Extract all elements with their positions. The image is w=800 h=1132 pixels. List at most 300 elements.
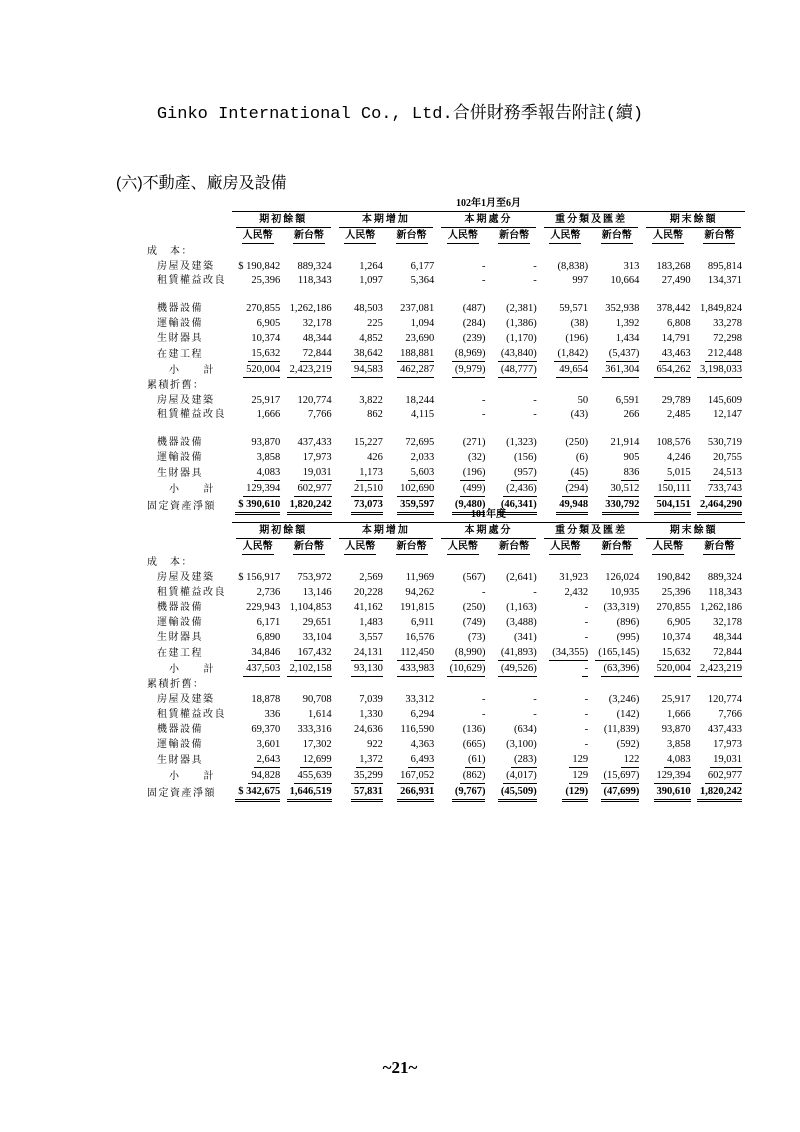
table-cell xyxy=(437,630,488,645)
cell-value: 57,831 xyxy=(351,784,383,802)
table-cell xyxy=(283,600,334,615)
table-cell xyxy=(694,692,745,707)
row-label: 機器設備 xyxy=(157,437,203,448)
table-row xyxy=(147,615,745,630)
table-cell xyxy=(283,661,334,677)
table-cell xyxy=(694,645,745,661)
table-cell xyxy=(642,408,693,435)
cell-value: (32) xyxy=(467,452,486,463)
table-cell xyxy=(283,570,334,585)
cell-value: - xyxy=(533,694,537,705)
cell-value: 38,642 xyxy=(351,346,383,362)
cell-value: 6,177 xyxy=(410,261,435,272)
cell-value: (3,100) xyxy=(506,739,537,750)
group-header xyxy=(642,212,745,229)
table-cell xyxy=(283,362,334,378)
table-cell xyxy=(488,346,539,362)
ppe-table-2012 xyxy=(147,507,745,802)
cell-value: 997 xyxy=(572,275,589,286)
table-cell xyxy=(591,408,642,435)
table-row xyxy=(147,378,745,393)
cell-value: 4,852 xyxy=(359,333,383,344)
group-header xyxy=(540,212,643,229)
table-cell xyxy=(232,768,283,784)
table-cell xyxy=(642,645,693,661)
currency-header xyxy=(335,539,386,555)
table-cell xyxy=(335,661,386,677)
cell-value: - xyxy=(481,409,486,420)
table-cell xyxy=(642,331,693,346)
table-cell xyxy=(540,784,591,802)
cell-value: 33,278 xyxy=(713,318,742,329)
table-cell xyxy=(437,481,488,497)
table-cell xyxy=(591,585,642,600)
page-title: Ginko International Co., Ltd.合併財務季報告附註(續) xyxy=(156,105,644,124)
table-cell xyxy=(232,707,283,722)
table-cell xyxy=(540,737,591,752)
cell-value: (9,979) xyxy=(452,362,486,378)
cell-value: 5,603 xyxy=(408,465,435,481)
table-cell xyxy=(540,274,591,301)
table-row xyxy=(147,722,745,737)
cell-value: 69,370 xyxy=(251,724,281,735)
cell-value: (995) xyxy=(616,632,640,643)
table-cell xyxy=(232,450,283,465)
cell-value: 359,597 xyxy=(397,497,434,515)
cell-value: 2,432 xyxy=(564,587,589,598)
table-row xyxy=(147,362,745,378)
cell-value: 3,557 xyxy=(359,632,383,643)
cell-value: - xyxy=(481,275,486,286)
cell-value: (3,246) xyxy=(608,694,640,705)
cell-value: 15,632 xyxy=(659,645,691,661)
currency-header xyxy=(591,228,642,244)
cell-value: (47,699) xyxy=(601,784,640,802)
cell-value: 108,576 xyxy=(656,437,691,448)
table-cell xyxy=(335,692,386,707)
table-cell xyxy=(642,600,693,615)
cell-value: (38) xyxy=(570,318,589,329)
table-cell xyxy=(437,707,488,722)
table-cell xyxy=(540,570,591,585)
table-cell xyxy=(232,362,283,378)
cell-value: 1,262,186 xyxy=(289,303,332,314)
row-label: 機器設備 xyxy=(157,303,203,314)
table-cell xyxy=(694,570,745,585)
table-cell xyxy=(232,316,283,331)
table-row xyxy=(147,752,745,768)
cell-value: 25,917 xyxy=(251,395,281,406)
cell-value: 12,699 xyxy=(300,752,332,768)
table-cell xyxy=(335,630,386,645)
table-cell xyxy=(488,316,539,331)
table-cell xyxy=(540,707,591,722)
cell-value: 3,858 xyxy=(667,739,691,750)
table-row xyxy=(147,661,745,677)
cell-value: (41,893) xyxy=(498,645,537,661)
cell-value: 426 xyxy=(367,452,383,463)
table-cell xyxy=(694,784,745,802)
cell-value: 17,302 xyxy=(302,739,332,750)
cell-value: 72,695 xyxy=(405,437,435,448)
table-cell xyxy=(437,645,488,661)
cell-value: 1,372 xyxy=(356,752,383,768)
cell-value: 191,815 xyxy=(400,602,435,613)
cell-value: 17,973 xyxy=(713,739,742,750)
cell-value: 462,287 xyxy=(397,362,434,378)
group-header xyxy=(335,212,438,229)
cell-value: 12,147 xyxy=(713,409,742,420)
currency-header xyxy=(694,539,745,555)
table-cell xyxy=(694,465,745,481)
cell-value: 1,614 xyxy=(307,709,332,720)
table-cell xyxy=(488,722,539,737)
table-cell xyxy=(335,784,386,802)
currency-header-row xyxy=(147,539,745,555)
table-cell xyxy=(386,722,437,737)
table-cell xyxy=(386,737,437,752)
currency-header xyxy=(335,228,386,244)
table-cell xyxy=(283,645,334,661)
table-cell xyxy=(386,316,437,331)
table-cell xyxy=(642,274,693,301)
table-cell xyxy=(591,737,642,752)
cell-value: 520,004 xyxy=(654,661,691,677)
table-cell xyxy=(386,301,437,316)
table-cell xyxy=(488,331,539,346)
cell-value: 1,666 xyxy=(667,709,691,720)
table-cell xyxy=(335,570,386,585)
cell-value: (1,170) xyxy=(506,333,537,344)
table-cell xyxy=(591,274,642,301)
cell-value: (4,017) xyxy=(503,768,537,784)
cell-value: 6,911 xyxy=(410,617,435,628)
currency-header xyxy=(540,539,591,555)
cell-value: 5,364 xyxy=(410,275,435,286)
blank-cell xyxy=(147,539,232,555)
table-cell xyxy=(283,768,334,784)
group-header xyxy=(540,523,643,540)
row-label: 房屋及建築 xyxy=(157,572,215,583)
table-cell xyxy=(386,692,437,707)
table-cell xyxy=(488,481,539,497)
blank-cell xyxy=(147,507,232,523)
table-cell xyxy=(642,450,693,465)
cell-value: $ 342,675 xyxy=(235,784,280,802)
cell-value: 10,664 xyxy=(610,275,640,286)
row-label: 生財器具 xyxy=(157,754,203,766)
row-label: 租賃權益改良 xyxy=(157,409,226,420)
table-cell xyxy=(232,393,283,408)
table-cell xyxy=(591,752,642,768)
table-cell xyxy=(540,722,591,737)
cell-value: 313 xyxy=(623,261,640,272)
cell-value: 4,083 xyxy=(254,465,281,481)
table-cell xyxy=(642,481,693,497)
table-cell xyxy=(540,362,591,378)
table-cell xyxy=(232,661,283,677)
cell-value: (63,396) xyxy=(601,661,640,677)
table-cell xyxy=(694,408,745,435)
cell-value: 118,343 xyxy=(297,275,332,286)
blank-cell xyxy=(147,523,232,540)
table-cell xyxy=(335,645,386,661)
table-cell xyxy=(232,465,283,481)
cell-value: - xyxy=(584,602,589,613)
table-cell xyxy=(540,768,591,784)
cell-value: 6,171 xyxy=(256,617,281,628)
cell-value: 72,844 xyxy=(300,346,332,362)
table-cell xyxy=(642,707,693,722)
table-cell xyxy=(437,435,488,450)
cell-value: 94,262 xyxy=(405,587,435,598)
currency-label: 新台幣 xyxy=(396,228,428,244)
cell-value: 237,081 xyxy=(400,303,435,314)
row-label: 累積折舊： xyxy=(147,679,205,690)
table-cell xyxy=(694,752,745,768)
cell-value: 188,881 xyxy=(397,346,434,362)
table-cell xyxy=(540,615,591,630)
table-row xyxy=(147,737,745,752)
cell-value: 437,433 xyxy=(707,724,742,735)
cell-value: 7,039 xyxy=(359,694,383,705)
cell-value: 120,774 xyxy=(297,395,332,406)
table-cell xyxy=(232,481,283,497)
cell-value: 35,299 xyxy=(351,768,383,784)
table-cell xyxy=(437,661,488,677)
row-label: 機器設備 xyxy=(157,724,203,735)
table-row xyxy=(147,585,745,600)
cell-value: 836 xyxy=(621,465,640,481)
cell-value: (6) xyxy=(575,452,589,463)
table-cell xyxy=(540,259,591,274)
table-cell xyxy=(642,615,693,630)
table-cell xyxy=(386,707,437,722)
cell-value: 24,636 xyxy=(354,724,383,735)
table-cell xyxy=(591,465,642,481)
currency-label: 人民幣 xyxy=(549,228,581,244)
cell-value: 72,298 xyxy=(713,333,742,344)
cell-value: 4,115 xyxy=(410,409,435,420)
row-label: 房屋及建築 xyxy=(157,395,215,406)
currency-label: 新台幣 xyxy=(396,539,428,555)
cell-value: 15,632 xyxy=(248,346,280,362)
cell-value: (142) xyxy=(616,709,640,720)
table-cell xyxy=(283,450,334,465)
table-cell xyxy=(335,274,386,301)
cell-value: 229,943 xyxy=(246,602,281,613)
table-row xyxy=(147,331,745,346)
cell-value: - xyxy=(582,661,589,677)
cell-value: - xyxy=(533,261,537,272)
currency-label: 新台幣 xyxy=(293,539,325,555)
currency-label: 人民幣 xyxy=(549,539,581,555)
cell-value: 336 xyxy=(264,709,281,720)
table-cell xyxy=(591,707,642,722)
group-header-label: 期末餘額 xyxy=(646,523,741,539)
currency-label: 新台幣 xyxy=(498,228,530,244)
cell-value: - xyxy=(533,395,537,406)
table-cell xyxy=(232,435,283,450)
cell-value: 330,792 xyxy=(602,497,639,515)
cell-value: - xyxy=(481,261,486,272)
period-header: 102年1月至6月 xyxy=(232,196,745,212)
cell-value: 24,131 xyxy=(351,645,383,661)
cell-value: 1,330 xyxy=(359,709,383,720)
cell-value: 126,024 xyxy=(605,572,640,583)
cell-value: (43,840) xyxy=(498,346,537,362)
cell-value: (567) xyxy=(462,572,486,583)
table-cell xyxy=(694,722,745,737)
table-cell xyxy=(540,408,591,435)
cell-value: 2,423,219 xyxy=(287,362,332,378)
cell-value: 11,969 xyxy=(405,572,435,583)
currency-header xyxy=(283,539,334,555)
cell-value: 6,905 xyxy=(256,318,281,329)
table-cell xyxy=(283,784,334,802)
table-cell xyxy=(694,393,745,408)
cell-value: (8,969) xyxy=(452,346,486,362)
table-cell xyxy=(335,331,386,346)
table-cell xyxy=(232,408,283,435)
table-cell xyxy=(540,692,591,707)
row-label: 成 本： xyxy=(147,246,193,257)
row-label: 小 計 xyxy=(169,663,215,675)
currency-header xyxy=(694,228,745,244)
cell-value: (284) xyxy=(462,318,486,329)
cell-value: 433,983 xyxy=(397,661,434,677)
table-cell xyxy=(386,585,437,600)
cell-value: 41,162 xyxy=(354,602,383,613)
table-cell xyxy=(335,722,386,737)
table-cell xyxy=(642,465,693,481)
table-cell xyxy=(488,615,539,630)
table-cell xyxy=(283,259,334,274)
row-label: 在建工程 xyxy=(157,348,203,360)
cell-value: 33,312 xyxy=(405,694,435,705)
row-label: 房屋及建築 xyxy=(157,694,215,705)
cell-value: (1,323) xyxy=(506,437,537,448)
cell-value: - xyxy=(584,709,589,720)
cell-value: 167,052 xyxy=(397,768,434,784)
currency-label: 人民幣 xyxy=(242,228,274,244)
row-label: 運輸設備 xyxy=(157,452,203,463)
cell-value: - xyxy=(481,694,486,705)
group-header xyxy=(335,523,438,540)
cell-value: 134,371 xyxy=(707,275,742,286)
cell-value: 19,031 xyxy=(300,465,332,481)
row-label: 生財器具 xyxy=(157,467,203,479)
cell-value: 2,464,290 xyxy=(697,497,742,515)
table-cell xyxy=(694,346,745,362)
cell-value: 25,396 xyxy=(661,587,691,598)
cell-value: (957) xyxy=(511,465,537,481)
table-cell xyxy=(283,585,334,600)
cell-value: 30,512 xyxy=(608,481,640,497)
table-cell xyxy=(591,630,642,645)
cell-value: 122 xyxy=(621,752,640,768)
row-label: 運輸設備 xyxy=(157,617,203,628)
cell-value: 31,923 xyxy=(559,572,589,583)
table-cell xyxy=(437,784,488,802)
table-cell xyxy=(642,316,693,331)
table-cell xyxy=(437,301,488,316)
table-cell xyxy=(283,408,334,435)
cell-value: (8,838) xyxy=(557,261,589,272)
cell-value: 129 xyxy=(569,768,588,784)
blank-cell xyxy=(232,378,745,393)
row-label: 小 計 xyxy=(169,364,215,376)
table-cell xyxy=(437,752,488,768)
table-cell xyxy=(335,393,386,408)
section-title: (六)不動產、廠房及設備 xyxy=(116,175,287,192)
cell-value: 73,073 xyxy=(351,497,383,515)
table-cell xyxy=(283,274,334,301)
cell-value: 361,304 xyxy=(602,362,639,378)
table-cell xyxy=(540,331,591,346)
cell-value: 48,503 xyxy=(354,303,383,314)
cell-value: 18,878 xyxy=(251,694,281,705)
cell-value: 1,666 xyxy=(256,409,281,420)
table-cell xyxy=(488,768,539,784)
table-cell xyxy=(437,274,488,301)
cell-value: 94,583 xyxy=(351,362,383,378)
cell-value: 378,442 xyxy=(656,303,691,314)
table-cell xyxy=(694,630,745,645)
table-cell xyxy=(386,600,437,615)
cell-value: 6,808 xyxy=(667,318,691,329)
currency-label: 新台幣 xyxy=(703,539,735,555)
table-cell xyxy=(694,259,745,274)
cell-value: 922 xyxy=(367,739,383,750)
table-cell xyxy=(335,346,386,362)
table-cell xyxy=(642,362,693,378)
table-cell xyxy=(283,331,334,346)
table-cell xyxy=(642,784,693,802)
currency-label: 人民幣 xyxy=(447,228,479,244)
cell-value: (271) xyxy=(462,437,486,448)
table-cell xyxy=(386,481,437,497)
blank-cell xyxy=(147,228,232,244)
cell-value: (10,629) xyxy=(447,661,486,677)
cell-value: (165,145) xyxy=(595,645,639,661)
table-cell xyxy=(488,600,539,615)
cell-value: (341) xyxy=(514,632,537,643)
blank-cell xyxy=(147,196,232,212)
table-cell xyxy=(642,692,693,707)
cell-value: (665) xyxy=(462,739,486,750)
table-row xyxy=(147,301,745,316)
cell-value: 183,268 xyxy=(656,261,691,272)
table-cell xyxy=(591,435,642,450)
table-cell xyxy=(540,393,591,408)
table-cell xyxy=(488,645,539,661)
cell-value: 1,646,519 xyxy=(287,784,332,802)
table-cell xyxy=(232,570,283,585)
cell-value: 7,766 xyxy=(718,709,742,720)
cell-value: 10,935 xyxy=(610,587,640,598)
cell-value: 437,433 xyxy=(297,437,332,448)
table-row xyxy=(147,259,745,274)
cell-value: 118,343 xyxy=(708,587,742,598)
row-label: 機器設備 xyxy=(157,602,203,613)
table-cell xyxy=(642,630,693,645)
table-cell xyxy=(386,274,437,301)
cell-value: - xyxy=(584,724,589,735)
table-cell xyxy=(335,600,386,615)
table-cell xyxy=(437,450,488,465)
table-cell xyxy=(283,465,334,481)
